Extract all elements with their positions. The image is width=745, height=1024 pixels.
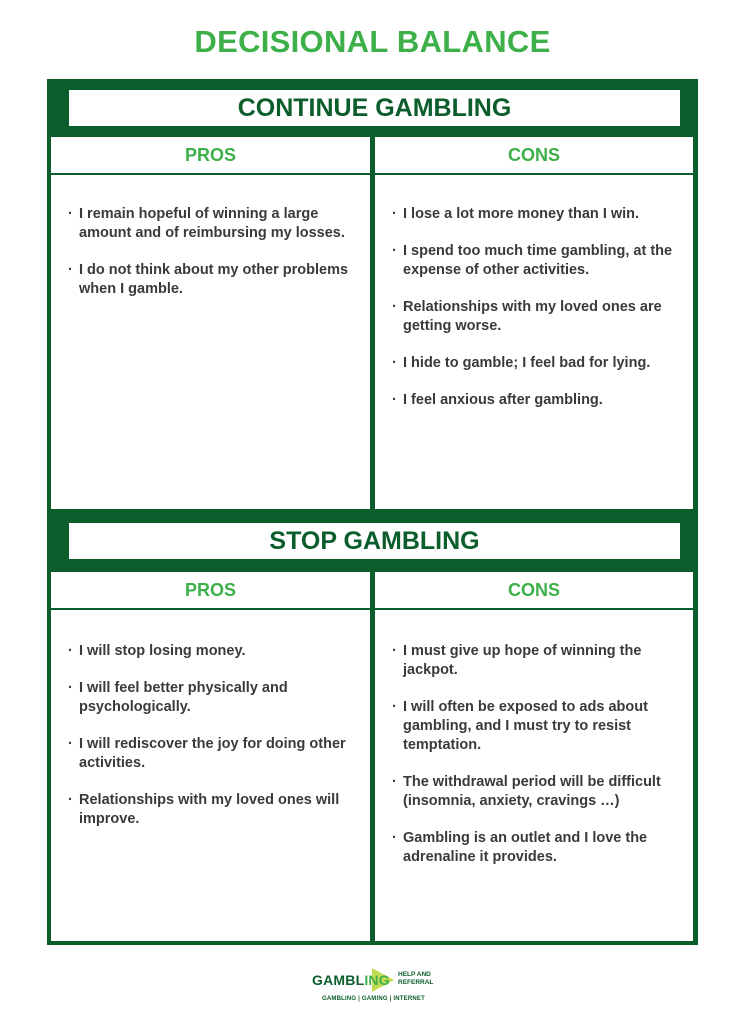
continue-pros-header: PROS <box>51 137 370 175</box>
list-item: · Gambling is an outlet and I love the adrenaline it provides. <box>392 830 648 865</box>
list-item: · I will often be exposed to ads about gambling, and I must try to resist temptation. <box>392 699 648 753</box>
list-item: · I feel anxious after gambling. <box>392 392 603 408</box>
list-item: · Relationships with my loved ones are getting worse. <box>392 299 662 334</box>
stop-cons-column <box>375 572 693 941</box>
stop-cons-header: CONS <box>375 572 693 610</box>
list-item: · I hide to gamble; I feel bad for lying. <box>392 355 651 371</box>
list-item: · The withdrawal period will be difficult (insomnia, anxiety, cravings …) <box>392 774 661 809</box>
section-heading-continue: CONTINUE GAMBLING <box>69 90 680 126</box>
stop-cons-list <box>375 642 693 885</box>
gambling-help-logo <box>312 966 437 1008</box>
continue-pros-column <box>51 137 370 509</box>
list-item: · I spend too much time gambling, at the expense of other activities. <box>392 243 673 278</box>
list-item: · I will stop losing money. <box>68 643 246 659</box>
list-item: · Relationships with my loved ones will improve. <box>68 792 340 827</box>
stop-pros-column <box>51 572 370 941</box>
stop-pros-header: PROS <box>51 572 370 610</box>
logo-side-text: HELP AND REFERRAL <box>398 971 434 986</box>
list-item: · I will rediscover the joy for doing other activities. <box>68 736 346 771</box>
continue-cons-column <box>375 137 693 509</box>
section-heading-stop: STOP GAMBLING <box>69 523 680 559</box>
list-item: · I remain hopeful of winning a large amount and of reimbursing my losses. <box>68 206 345 241</box>
stop-pros-list <box>51 642 370 847</box>
decisional-balance-table <box>47 79 698 945</box>
continue-cons-header: CONS <box>375 137 693 175</box>
logo-tagline: GAMBLING | GAMING | INTERNET <box>322 996 425 1002</box>
list-item: · I do not think about my other problems when I gamble. <box>68 262 349 297</box>
logo-wordmark: GAMBLING <box>312 972 390 988</box>
list-item: · I lose a lot more money than I win. <box>392 206 640 222</box>
continue-pros-list <box>51 205 370 317</box>
list-item: · I will feel better physically and psychologically. <box>68 680 288 715</box>
continue-cons-list <box>375 205 693 428</box>
page-title: DECISIONAL BALANCE <box>194 24 551 59</box>
list-item: · I must give up hope of winning the jackpot. <box>392 643 642 678</box>
